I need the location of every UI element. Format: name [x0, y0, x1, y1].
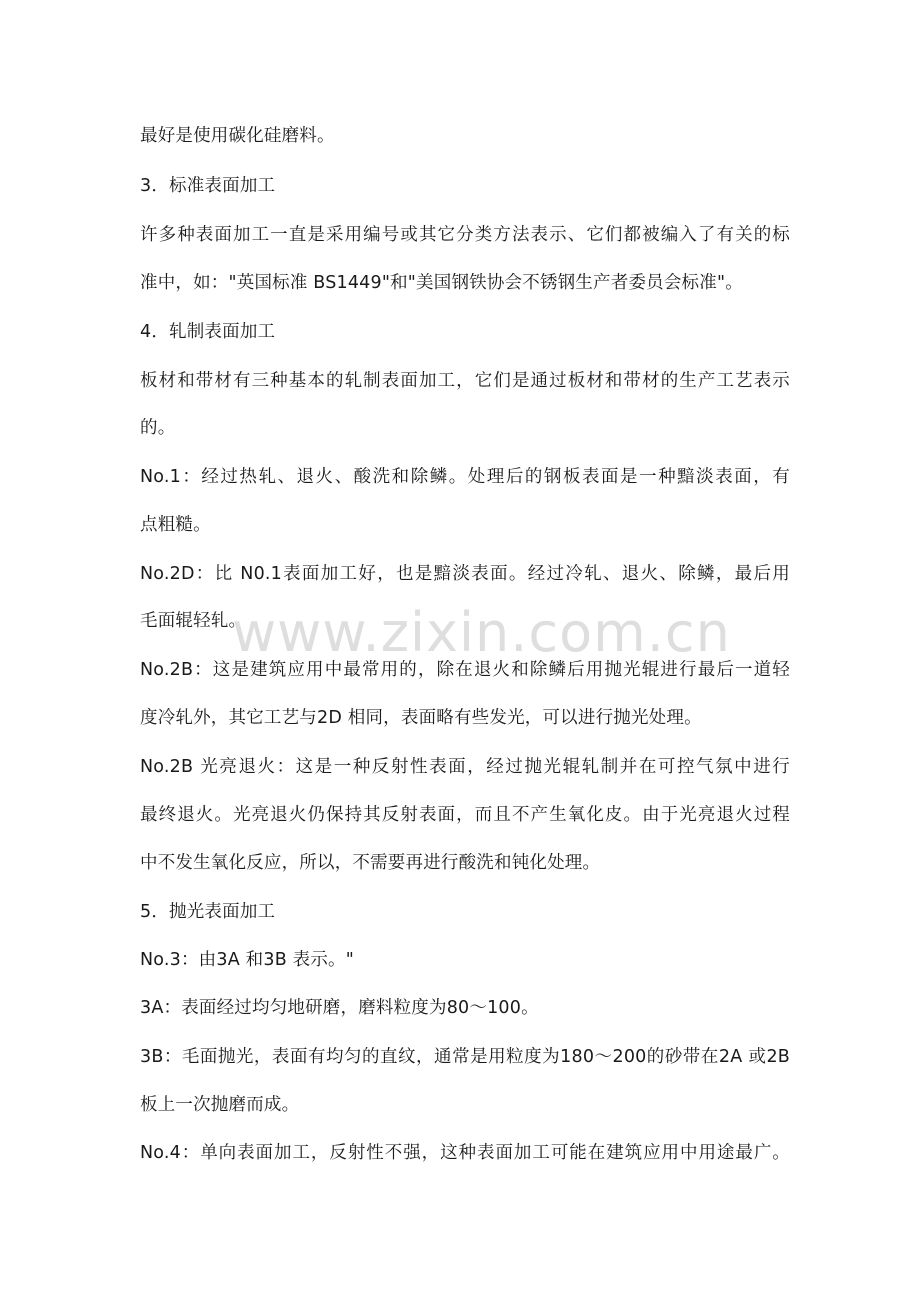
text-line: 许多种表面加工一直是采用编号或其它分类方法表示、它们都被编入了有关的标 — [140, 225, 790, 245]
text-line: 的。 — [140, 418, 176, 438]
text-line: No.2B：这是建筑应用中最常用的，除在退火和除鳞后用抛光辊进行最后一道轻 — [140, 660, 790, 680]
text-line: 点粗糙。 — [140, 515, 211, 535]
text-line: 最好是使用碳化硅磨料。 — [140, 126, 335, 146]
text-line: 3B：毛面抛光，表面有均匀的直纹，通常是用粒度为180～200的砂带在2A 或2B — [140, 1047, 790, 1067]
section-heading: 4．轧制表面加工 — [140, 322, 276, 342]
section-heading: 3．标准表面加工 — [140, 176, 276, 196]
section-heading: 5．抛光表面加工 — [140, 902, 276, 922]
text-line: 3A：表面经过均匀地研磨，磨料粒度为80～100。 — [140, 998, 539, 1018]
text-line: No.2B 光亮退火：这是一种反射性表面，经过抛光辊轧制并在可控气氛中进行 — [140, 757, 790, 777]
text-line: No.3：由3A 和3B 表示。" — [140, 950, 355, 970]
text-line: 毛面辊轻轧。 — [140, 611, 247, 631]
watermark: www.zixin.com.cn — [232, 601, 731, 664]
text-line: 板材和带材有三种基本的轧制表面加工，它们是通过板材和带材的生产工艺表示 — [140, 371, 790, 391]
text-line: 最终退火。光亮退火仍保持其反射表面，而且不产生氧化皮。由于光亮退火过程 — [140, 805, 790, 825]
text-line: 度冷轧外，其它工艺与2D 相同，表面略有些发光，可以进行抛光处理。 — [140, 708, 702, 728]
text-line: 板上一次抛磨而成。 — [140, 1095, 300, 1115]
text-line: No.4：单向表面加工，反射性不强，这种表面加工可能在建筑应用中用途最广。 — [140, 1143, 790, 1163]
text-line: No.1：经过热轧、退火、酸洗和除鳞。处理后的钢板表面是一种黯淡表面，有 — [140, 467, 790, 487]
text-line: 中不发生氧化反应，所以，不需要再进行酸洗和钝化处理。 — [140, 853, 601, 873]
text-line: No.2D：比 N0.1表面加工好，也是黯淡表面。经过冷轧、退火、除鳞，最后用 — [140, 564, 790, 584]
text-line: 准中，如："英国标准 BS1449"和"美国钢铁协会不锈钢生产者委员会标准"。 — [140, 273, 743, 293]
